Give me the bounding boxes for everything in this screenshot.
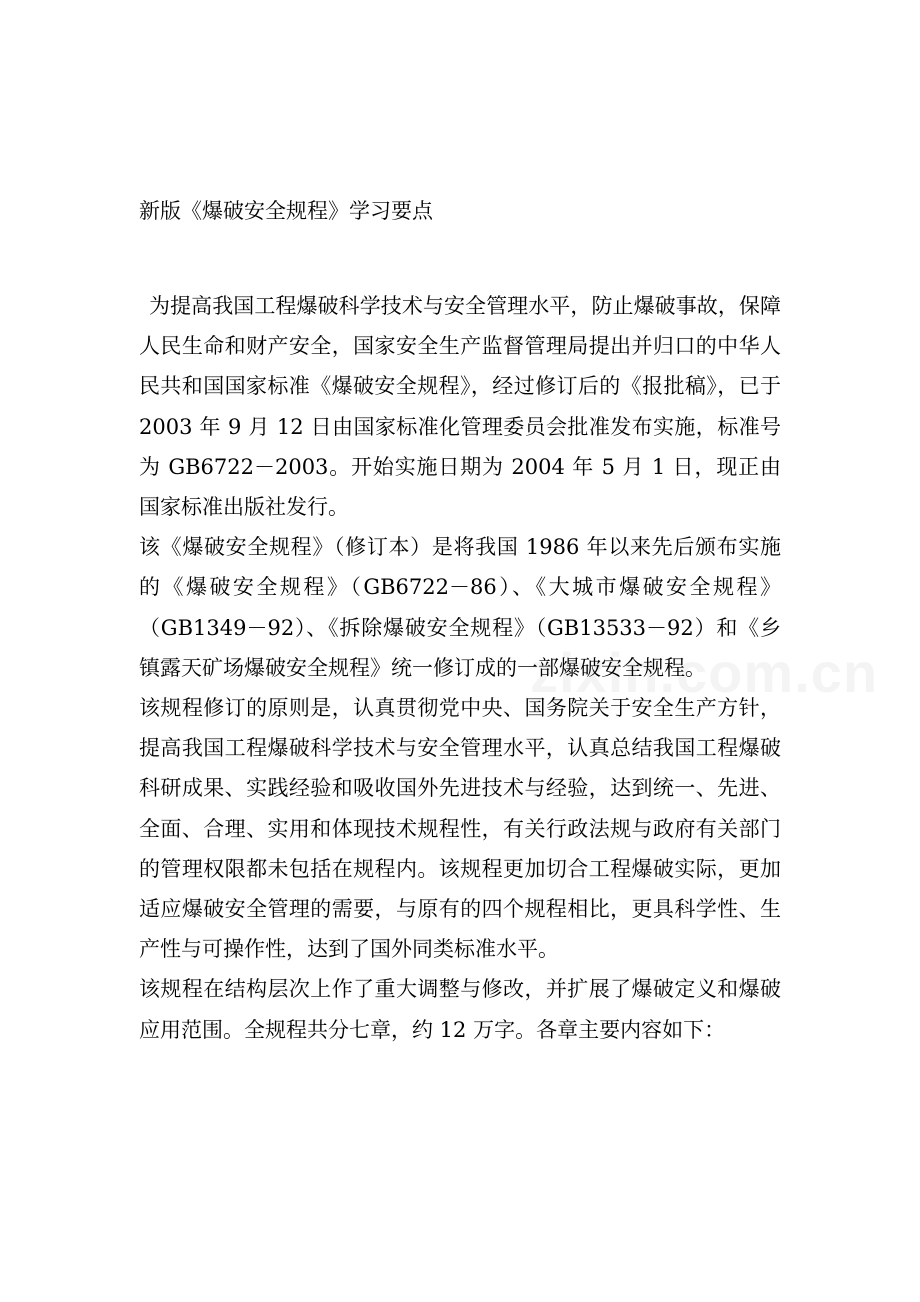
paragraph-structure: 该规程在结构层次上作了重大调整与修改，并扩展了爆破定义和爆破应用范围。全规程共分七章，约 12 万字。各章主要内容如下： xyxy=(139,977,781,1042)
document-body xyxy=(139,286,781,1050)
paragraph-revision-scope: 该《爆破安全规程》（修订本）是将我国 1986 年以来先后颁布实施的《爆破安全规程》（GB6722－86）、《大城市爆破安全规程》（GB1349－92）、《拆除爆破安全规程》（GB13533－92）和《乡镇露天矿场爆破安全规程》统一修订成的一部爆破安全规程。 xyxy=(139,535,781,680)
document-title: 新版《爆破安全规程》学习要点 xyxy=(139,199,433,223)
paragraph-intro: 为提高我国工程爆破科学技术与安全管理水平，防止爆破事故，保障人民生命和财产安全，国家安全生产监督管理局提出并归口的中华人民共和国国家标准《爆破安全规程》，经过修订后的《报批稿》，已于 2003 年 9 月 12 日由国家标准化管理委员会批准发布实施，标准号为 GB6722－2003。开始实施日期为 2004 年 5 月 1 日，现正由国家标准出版社发行。 xyxy=(139,294,781,520)
paragraph-revision-principles: 该规程修订的原则是，认真贯彻党中央、国务院关于安全生产方针，提高我国工程爆破科学技术与安全管理水平，认真总结我国工程爆破科研成果、实践经验和吸收国外先进技术与经验，达到统一、先进、全面、合理、实用和体现技术规程性，有关行政法规与政府有关部门的管理权限都未包括在规程内。该规程更加切合工程爆破实际，更加适应爆破安全管理的需要，与原有的四个规程相比，更具科学性、生产性与可操作性，达到了国外同类标准水平。 xyxy=(139,696,781,962)
